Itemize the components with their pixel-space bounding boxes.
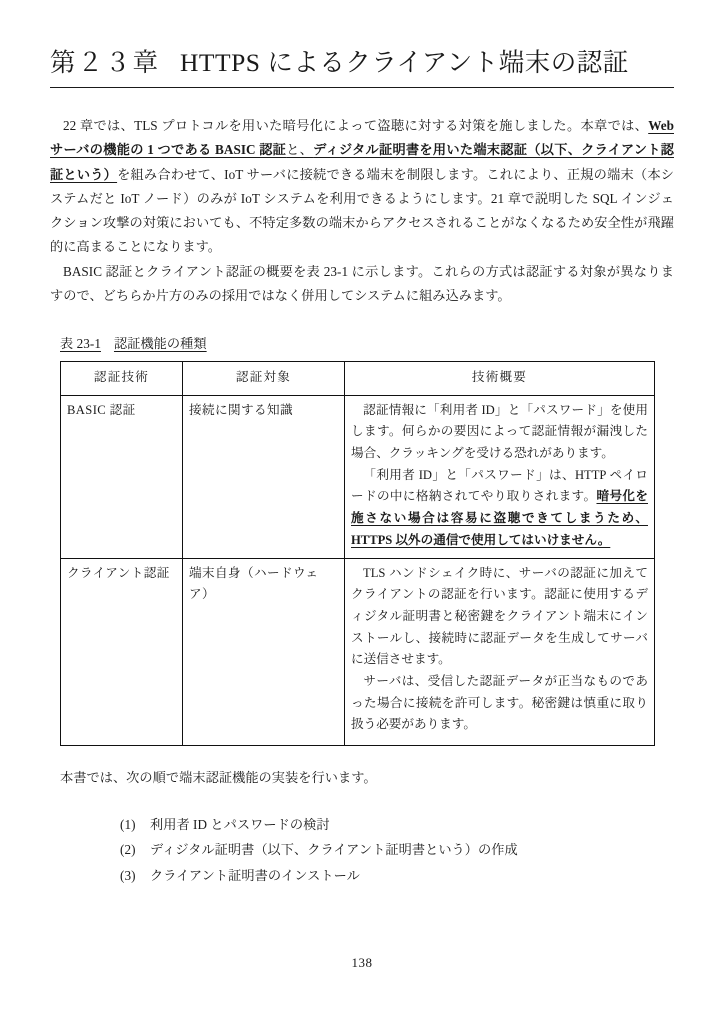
implementation-step-list (50, 812, 674, 888)
list-item (120, 812, 674, 837)
step-text-1: 利用者 ID とパスワードの検討 (150, 817, 330, 833)
overview-basic-para1 (351, 400, 648, 465)
overview-paragraph (50, 260, 674, 309)
overview-basic-warning: 暗号化を施さない場合は容易に盗聴できてしまうため、HTTPS 以外の通信で使用してはいけません。 (351, 489, 648, 547)
step-number-3: (3) (120, 867, 136, 883)
auth-table-wrapper (60, 361, 654, 746)
list-item (120, 837, 674, 862)
step-number-2: (2) (120, 842, 136, 858)
step-text-3: クライアント証明書のインストール (150, 867, 360, 883)
cell-target-basic: 接続に関する知識 (183, 395, 345, 558)
intro-paragraph (50, 114, 674, 260)
table-head (61, 362, 655, 396)
table-header-row (61, 362, 655, 396)
overview-basic-text1: 認証情報に「利用者 ID」と「パスワード」を使用します。何らかの要因によって認証情報が漏洩した場合、クラッキングを受ける恐れがあります。 (351, 402, 648, 461)
table-caption-label: 表 23-1 (60, 336, 101, 352)
overview-client-text1: TLS ハンドシェイク時に、サーバの認証に加えてクライアントの認証を行います。認証に使用するディジタル証明書と秘密鍵をクライアント端末にインストールし、接続時に認証データを生成してサーバに送信させます。 (351, 565, 648, 667)
step-text-2: ディジタル証明書（以下、クライアント証明書という）の作成 (150, 842, 518, 858)
cell-technology-client: クライアント認証 (61, 558, 183, 745)
table-caption-text: 認証機能の種類 (113, 336, 207, 352)
overview-client-para1 (351, 563, 648, 671)
page-content (50, 40, 674, 888)
list-item (120, 863, 674, 888)
cell-target-client: 端末自身（ハードウェア） (183, 558, 345, 745)
intro-emphasis-client: ディジタル証明書を用いた端末認証（以下、クライアント認証という） (50, 142, 674, 182)
overview-text: BASIC 認証とクライアント認証の概要を表 23-1 に示します。これらの方式は認証する対象が異なりますので、どちらか片方のみの採用ではなく併用してシステムに組み込みます。 (50, 263, 674, 304)
intro-connector: と、 (286, 142, 314, 158)
page-title (50, 40, 674, 88)
intro-text-part2: を組み合わせて、IoT サーバに接続できる端末を制限します。これにより、正規の端末（本システムだと IoT ノード）のみが IoT システムを利用できるようにします。21 章で説明した SQL インジェクション攻撃の対策においても、不特定多数の端末からアクセスされることがなくなるため安全性が飛躍的に高まることになります。 (50, 166, 674, 255)
intro-text-part1: 22 章では、TLS プロトコルを用いた暗号化によって盗聴に対する対策を施しました。本章では、 (63, 118, 649, 134)
intro-emphasis-basic: Web サーバの機能の 1 つである BASIC 認証 (50, 118, 674, 158)
overview-basic-para2 (351, 465, 648, 552)
overview-client-text2: サーバは、受信した認証データが正当なものであった場合に接続を許可します。秘密鍵は慎重に取り扱う必要があります。 (351, 674, 648, 732)
cell-overview-client (345, 558, 655, 745)
column-header-technology: 認証技術 (61, 362, 183, 396)
chapter-title-text: HTTPS によるクライアント端末の認証 (180, 48, 629, 77)
page-number: 138 (351, 955, 373, 970)
cell-overview-basic (345, 395, 655, 558)
table-row (61, 395, 655, 558)
overview-basic-text2: 「利用者 ID」と「パスワード」は、HTTP ペイロードの中に格納されてやり取りされます。 (351, 467, 648, 504)
table-caption (60, 334, 207, 354)
column-header-overview: 技術概要 (345, 362, 655, 396)
cell-technology-basic: BASIC 認証 (61, 395, 183, 558)
chapter-number: 第２３章 (50, 48, 161, 77)
step-number-1: (1) (120, 817, 136, 833)
closing-paragraph: 本書では、次の順で端末認証機能の実装を行います。 (60, 769, 377, 785)
overview-client-para2 (351, 671, 648, 736)
table-row (61, 558, 655, 745)
column-header-target: 認証対象 (183, 362, 345, 396)
auth-table (60, 361, 655, 746)
table-body (61, 395, 655, 745)
